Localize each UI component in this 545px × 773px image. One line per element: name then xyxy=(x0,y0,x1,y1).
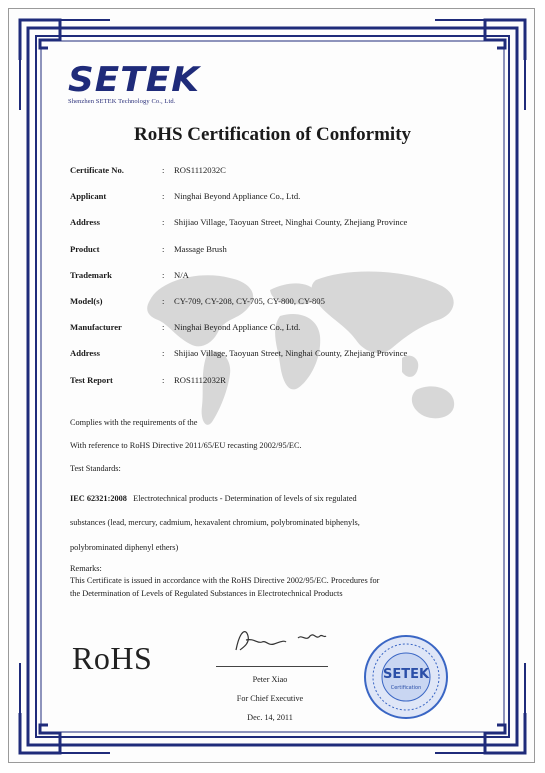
remarks-label: Remarks: xyxy=(70,564,102,573)
field-colon: : xyxy=(162,295,165,306)
field-value: CY-709, CY-208, CY-705, CY-800, CY-805 xyxy=(174,295,325,306)
field-label: Model(s) xyxy=(70,295,103,306)
remarks-line-2: the Determination of Levels of Regulated Substances in Electrotechnical Products xyxy=(70,589,343,598)
field-value: N/A xyxy=(174,269,189,280)
company-name: Shenzhen SETEK Technology Co., Ltd. xyxy=(68,98,176,105)
field-value: Ninghai Beyond Appliance Co., Ltd. xyxy=(174,322,301,333)
field-value: ROS1112032R xyxy=(174,374,226,385)
seal-subtitle: Certification xyxy=(390,685,422,691)
standard-description: Electrotechnical products - Determination of levels of six regulated xyxy=(133,494,357,503)
signatory-name: Peter Xiao xyxy=(252,675,288,684)
field-manufacturer xyxy=(70,321,500,347)
field-label: Manufacturer xyxy=(70,322,122,333)
field-colon: : xyxy=(162,374,165,385)
field-value: Shijiao Village, Taoyuan Street, Ninghai County, Zhejiang Province xyxy=(174,348,408,359)
field-applicant-address xyxy=(70,216,500,242)
field-colon: : xyxy=(162,269,165,280)
field-label: Certificate No. xyxy=(70,165,124,175)
field-trademark xyxy=(70,269,500,295)
field-colon: : xyxy=(162,348,165,359)
remarks-line-1: This Certificate is issued in accordance with the RoHS Directive 2002/95/EC. Procedures for xyxy=(70,576,380,585)
rohs-mark: RoHS xyxy=(72,640,153,676)
field-value: Massage Brush xyxy=(174,243,227,254)
field-certificate-no xyxy=(70,164,500,190)
setek-seal-stamp xyxy=(363,634,449,720)
standard-line-2: substances (lead, mercury, cadmium, hexavalent chromium, polybrominated biphenyls, xyxy=(70,518,360,527)
field-applicant xyxy=(70,190,500,216)
field-value: Shijiao Village, Taoyuan Street, Ninghai County, Zhejiang Province xyxy=(174,217,408,228)
standard-line-1 xyxy=(70,493,490,504)
field-colon: : xyxy=(162,191,165,202)
standard-code: IEC 62321:2008 xyxy=(70,494,127,503)
seal-brand: SETEK xyxy=(382,667,430,682)
field-colon: : xyxy=(162,165,165,175)
signature-line xyxy=(216,666,328,667)
field-models xyxy=(70,295,500,321)
field-label: Test Report xyxy=(70,374,113,385)
field-label: Product xyxy=(70,243,100,254)
field-colon: : xyxy=(162,322,165,333)
field-colon: : xyxy=(162,217,165,228)
field-value: Ninghai Beyond Appliance Co., Ltd. xyxy=(174,191,301,202)
field-manufacturer-address xyxy=(70,347,500,373)
field-test-report xyxy=(70,374,500,400)
complies-text: Complies with the requirements of the xyxy=(70,418,198,427)
field-label: Trademark xyxy=(70,269,112,280)
certificate-title: RoHS Certification of Conformity xyxy=(133,124,412,145)
setek-logo-text: SETEK xyxy=(68,60,202,100)
directive-reference: With reference to RoHS Directive 2011/65/EU recasting 2002/95/EC. xyxy=(70,441,302,450)
handwritten-signature xyxy=(228,620,358,664)
standard-line-3: polybrominated diphenyl ethers) xyxy=(70,543,179,552)
certificate-fields xyxy=(70,164,500,400)
field-colon: : xyxy=(162,243,165,254)
field-product xyxy=(70,243,500,269)
field-label: Address xyxy=(70,348,100,359)
signatory-role: For Chief Executive xyxy=(236,694,304,703)
field-value: ROS1112032C xyxy=(174,165,226,175)
field-label: Address xyxy=(70,217,100,228)
test-standards-label: Test Standards: xyxy=(70,464,121,473)
setek-logo xyxy=(68,60,208,100)
field-label: Applicant xyxy=(70,191,107,202)
certificate-date: Dec. 14, 2011 xyxy=(247,713,293,722)
